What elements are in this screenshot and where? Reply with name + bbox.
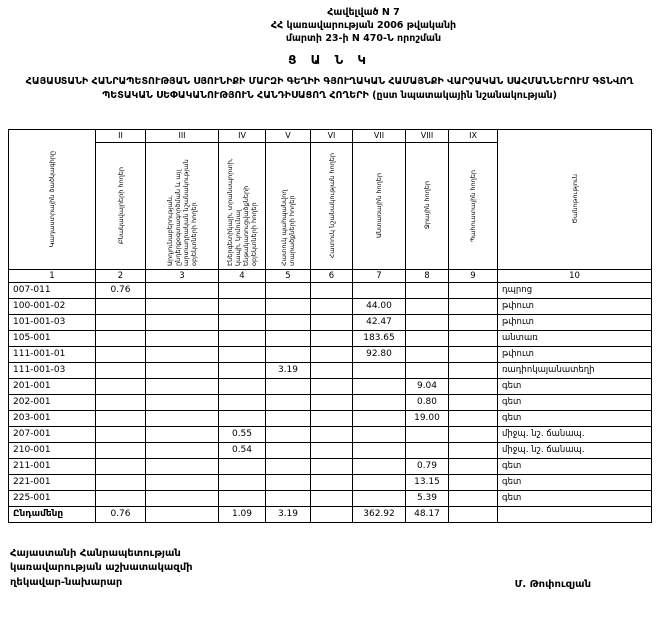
area-value-cell bbox=[311, 474, 353, 490]
area-value-cell bbox=[406, 314, 449, 330]
col-header-cadastral-code bbox=[9, 129, 96, 269]
area-value-cell bbox=[449, 458, 498, 474]
table-row bbox=[9, 330, 652, 346]
area-value-cell bbox=[219, 394, 266, 410]
area-value-cell bbox=[266, 330, 311, 346]
note-cell: միջպ. նշ. ճանապ. bbox=[498, 426, 652, 442]
note-cell: գետ bbox=[498, 394, 652, 410]
area-value-cell: 0.80 bbox=[406, 394, 449, 410]
area-value-cell bbox=[311, 282, 353, 298]
column-number: 8 bbox=[406, 269, 449, 282]
table-row bbox=[9, 474, 652, 490]
area-value-cell: 0.76 bbox=[96, 282, 146, 298]
area-value-cell bbox=[146, 362, 219, 378]
area-value-cell bbox=[266, 394, 311, 410]
area-value-cell: 42.47 bbox=[353, 314, 406, 330]
area-value-cell bbox=[266, 346, 311, 362]
signatory-line-3: ղեկավար-նախարար bbox=[10, 576, 123, 588]
footer bbox=[8, 547, 651, 591]
area-value-cell bbox=[353, 426, 406, 442]
area-value-cell bbox=[406, 282, 449, 298]
area-value-cell bbox=[146, 410, 219, 426]
total-row bbox=[9, 506, 652, 522]
col-header-reserve: Պահուստային հողեր bbox=[449, 142, 498, 269]
column-number: 7 bbox=[353, 269, 406, 282]
table-row bbox=[9, 410, 652, 426]
note-cell: թփուտ bbox=[498, 346, 652, 362]
area-value-cell bbox=[311, 394, 353, 410]
area-value-cell: 0.54 bbox=[219, 442, 266, 458]
note-cell: թփուտ bbox=[498, 314, 652, 330]
area-value-cell bbox=[266, 314, 311, 330]
roman-numeral-ii: II bbox=[96, 129, 146, 142]
area-value-cell bbox=[266, 474, 311, 490]
col-header-industrial: Արդյունաբերության, ընդերքօգտագործման և այլ արտադրական նշանակության օբյեկտների հողեր bbox=[146, 142, 219, 269]
table-row bbox=[9, 490, 652, 506]
area-value-cell: 0.76 bbox=[96, 506, 146, 522]
area-value-cell bbox=[449, 442, 498, 458]
column-number: 3 bbox=[146, 269, 219, 282]
area-value-cell bbox=[146, 426, 219, 442]
col-header-note bbox=[498, 129, 652, 269]
table-row bbox=[9, 298, 652, 314]
table-row bbox=[9, 378, 652, 394]
area-value-cell bbox=[146, 346, 219, 362]
note-cell: միջպ. նշ. ճանապ. bbox=[498, 442, 652, 458]
appendix-block bbox=[256, 6, 471, 45]
area-value-cell bbox=[219, 330, 266, 346]
cadastral-code-cell: 100-001-02 bbox=[9, 298, 96, 314]
area-value-cell bbox=[266, 378, 311, 394]
area-value-cell bbox=[96, 442, 146, 458]
area-value-cell bbox=[146, 314, 219, 330]
area-value-cell bbox=[219, 362, 266, 378]
appendix-line-2: ՀՀ կառավարության 2006 թվականի bbox=[270, 20, 457, 31]
column-number: 10 bbox=[498, 269, 652, 282]
area-value-cell bbox=[449, 426, 498, 442]
area-value-cell bbox=[96, 410, 146, 426]
col-header-water: Ջրային հողեր bbox=[406, 142, 449, 269]
land-parcels-table bbox=[8, 129, 652, 523]
cadastral-code-cell: 111-001-01 bbox=[9, 346, 96, 362]
cadastral-code-cell: 211-001 bbox=[9, 458, 96, 474]
area-value-cell bbox=[219, 282, 266, 298]
area-value-cell bbox=[311, 506, 353, 522]
table-row bbox=[9, 394, 652, 410]
area-value-cell bbox=[266, 442, 311, 458]
table-body bbox=[9, 282, 652, 522]
area-value-cell bbox=[146, 282, 219, 298]
area-value-cell bbox=[449, 346, 498, 362]
roman-numeral-iv: IV bbox=[219, 129, 266, 142]
area-value-cell bbox=[146, 458, 219, 474]
area-value-cell bbox=[96, 346, 146, 362]
area-value-cell bbox=[353, 282, 406, 298]
table-row bbox=[9, 282, 652, 298]
note-cell: անտառ bbox=[498, 330, 652, 346]
cadastral-code-cell: 201-001 bbox=[9, 378, 96, 394]
column-number: 4 bbox=[219, 269, 266, 282]
area-value-cell bbox=[219, 298, 266, 314]
table-row bbox=[9, 346, 652, 362]
area-value-cell bbox=[353, 458, 406, 474]
area-value-cell bbox=[266, 410, 311, 426]
roman-numeral-vi: VI bbox=[311, 129, 353, 142]
area-value-cell: 19.00 bbox=[406, 410, 449, 426]
area-value-cell bbox=[311, 458, 353, 474]
note-header-label: Ծանոթություն bbox=[570, 174, 579, 224]
roman-numeral-ix: IX bbox=[449, 129, 498, 142]
table-row bbox=[9, 426, 652, 442]
area-value-cell bbox=[449, 474, 498, 490]
column-number: 6 bbox=[311, 269, 353, 282]
area-value-cell bbox=[219, 410, 266, 426]
area-value-cell: 13.15 bbox=[406, 474, 449, 490]
area-value-cell bbox=[266, 458, 311, 474]
col-header-residential: Բնակավայրերի հողեր bbox=[96, 142, 146, 269]
area-value-cell bbox=[311, 346, 353, 362]
cadastral-code-cell: 007-011 bbox=[9, 282, 96, 298]
area-value-cell bbox=[96, 474, 146, 490]
area-value-cell bbox=[449, 490, 498, 506]
cadastral-code-cell: 210-001 bbox=[9, 442, 96, 458]
table-row bbox=[9, 314, 652, 330]
area-value-cell: 0.79 bbox=[406, 458, 449, 474]
signatory-line-1: Հայաստանի Հանրապետության bbox=[10, 547, 181, 559]
area-value-cell bbox=[406, 442, 449, 458]
area-value-cell bbox=[406, 426, 449, 442]
cadastral-code-cell: Ընդամենը bbox=[9, 506, 96, 522]
area-value-cell bbox=[406, 330, 449, 346]
area-value-cell bbox=[146, 506, 219, 522]
signature-name: Մ. Թոփուզյան bbox=[514, 579, 591, 591]
table-row bbox=[9, 442, 652, 458]
note-cell: գետ bbox=[498, 410, 652, 426]
area-value-cell: 44.00 bbox=[353, 298, 406, 314]
area-value-cell: 1.09 bbox=[219, 506, 266, 522]
area-value-cell bbox=[146, 378, 219, 394]
area-value-cell bbox=[146, 330, 219, 346]
area-value-cell bbox=[96, 490, 146, 506]
area-value-cell: 3.19 bbox=[266, 506, 311, 522]
area-value-cell: 362.92 bbox=[353, 506, 406, 522]
note-cell: գետ bbox=[498, 490, 652, 506]
appendix-line-3: մարտի 23-ի N 470-Ն որոշման bbox=[285, 33, 442, 44]
area-value-cell bbox=[96, 458, 146, 474]
col-header-protected-areas: Հատուկ պահպանվող տարածքների հողեր bbox=[266, 142, 311, 269]
area-value-cell bbox=[146, 394, 219, 410]
roman-numeral-iii: III bbox=[146, 129, 219, 142]
area-value-cell bbox=[266, 282, 311, 298]
area-value-cell bbox=[353, 490, 406, 506]
area-value-cell bbox=[353, 474, 406, 490]
roman-numeral-row bbox=[9, 129, 652, 142]
cadastral-code-cell: 203-001 bbox=[9, 410, 96, 426]
column-number-row bbox=[9, 269, 652, 282]
area-value-cell: 183.65 bbox=[353, 330, 406, 346]
cadastral-code-cell: 101-001-03 bbox=[9, 314, 96, 330]
area-value-cell bbox=[311, 378, 353, 394]
area-value-cell bbox=[449, 506, 498, 522]
signatory-line-2: կառավարության աշխատակազմի bbox=[10, 562, 193, 574]
area-value-cell: 9.04 bbox=[406, 378, 449, 394]
note-cell: թփուտ bbox=[498, 298, 652, 314]
area-value-cell bbox=[353, 378, 406, 394]
area-value-cell bbox=[311, 426, 353, 442]
document-title: Ց Ա Ն Կ bbox=[288, 53, 371, 67]
area-value-cell bbox=[96, 314, 146, 330]
cadastral-code-cell: 207-001 bbox=[9, 426, 96, 442]
area-value-cell bbox=[219, 378, 266, 394]
area-value-cell bbox=[406, 298, 449, 314]
area-value-cell bbox=[353, 362, 406, 378]
area-value-cell bbox=[449, 378, 498, 394]
area-value-cell bbox=[449, 410, 498, 426]
cadastral-code-cell: 111-001-03 bbox=[9, 362, 96, 378]
area-value-cell bbox=[406, 346, 449, 362]
area-value-cell bbox=[311, 490, 353, 506]
cadastral-code-cell: 202-001 bbox=[9, 394, 96, 410]
roman-numeral-vii: VII bbox=[353, 129, 406, 142]
area-value-cell bbox=[146, 490, 219, 506]
area-value-cell bbox=[353, 394, 406, 410]
table-row bbox=[9, 362, 652, 378]
area-value-cell bbox=[311, 330, 353, 346]
area-value-cell bbox=[311, 442, 353, 458]
area-value-cell bbox=[146, 442, 219, 458]
area-value-cell bbox=[96, 378, 146, 394]
area-value-cell bbox=[219, 346, 266, 362]
area-value-cell: 48.17 bbox=[406, 506, 449, 522]
area-value-cell bbox=[311, 410, 353, 426]
area-value-cell: 5.39 bbox=[406, 490, 449, 506]
note-cell: դպրոց bbox=[498, 282, 652, 298]
signatory-title-block bbox=[10, 547, 193, 591]
area-value-cell bbox=[266, 426, 311, 442]
col-header-forest: Անտառային հողեր bbox=[353, 142, 406, 269]
cadastral-code-header-label: Կադաստրային ծածկագիրը bbox=[48, 150, 56, 248]
cadastral-code-cell: 225-001 bbox=[9, 490, 96, 506]
area-value-cell bbox=[353, 410, 406, 426]
area-value-cell bbox=[266, 490, 311, 506]
roman-numeral-viii: VIII bbox=[406, 129, 449, 142]
area-value-cell bbox=[311, 298, 353, 314]
area-value-cell bbox=[449, 330, 498, 346]
column-number: 2 bbox=[96, 269, 146, 282]
area-value-cell bbox=[311, 314, 353, 330]
area-value-cell bbox=[266, 298, 311, 314]
area-value-cell bbox=[406, 362, 449, 378]
area-value-cell bbox=[449, 298, 498, 314]
area-value-cell: 92.80 bbox=[353, 346, 406, 362]
note-cell: գետ bbox=[498, 378, 652, 394]
cadastral-code-cell: 105-001 bbox=[9, 330, 96, 346]
area-value-cell bbox=[96, 362, 146, 378]
area-value-cell bbox=[96, 298, 146, 314]
area-value-cell bbox=[449, 314, 498, 330]
area-value-cell bbox=[449, 282, 498, 298]
area-value-cell bbox=[96, 426, 146, 442]
note-cell: ռադիոկայանատեղի bbox=[498, 362, 652, 378]
column-number: 5 bbox=[266, 269, 311, 282]
note-cell bbox=[498, 506, 652, 522]
area-value-cell bbox=[146, 298, 219, 314]
column-number: 9 bbox=[449, 269, 498, 282]
area-value-cell bbox=[311, 362, 353, 378]
document-subtitle: ՀԱՅԱՍՏԱՆԻ ՀԱՆՐԱՊԵՏՈՒԹՅԱՆ ՍՅՈՒՆԻՔԻ ՄԱՐԶԻ ԳԵՂԻԻ ԳՅՈՒՂԱԿԱՆ ՀԱՄԱՅՆՔԻ ՎԱՐՉԱԿԱՆ ՍԱՀՄԱՆՆԵՐՈՒՄ ԳՏՆՎՈՂ ՊԵՏԱԿԱՆ ՍԵՓԱԿԱՆՈՒԹՅՈՒՆ ՀԱՆԴԻՍԱՑՈՂ ՀՈՂԵՐԻ (ըստ նպատակային նշանակության) bbox=[25, 76, 634, 101]
cadastral-code-cell: 221-001 bbox=[9, 474, 96, 490]
col-header-energy-transport: Էներգետիկայի, տրանսպորտի, կապի, կոմունալ ենթակառուցվածքների օբյեկտների հողեր bbox=[219, 142, 266, 269]
area-value-cell bbox=[219, 490, 266, 506]
appendix-line-1: Հավելված N 7 bbox=[327, 7, 400, 18]
column-number: 1 bbox=[9, 269, 96, 282]
note-cell: գետ bbox=[498, 458, 652, 474]
area-value-cell bbox=[146, 474, 219, 490]
area-value-cell bbox=[219, 474, 266, 490]
table-row bbox=[9, 458, 652, 474]
area-value-cell: 3.19 bbox=[266, 362, 311, 378]
area-value-cell: 0.55 bbox=[219, 426, 266, 442]
note-cell: գետ bbox=[498, 474, 652, 490]
area-value-cell bbox=[219, 458, 266, 474]
area-value-cell bbox=[449, 394, 498, 410]
area-value-cell bbox=[449, 362, 498, 378]
roman-numeral-v: V bbox=[266, 129, 311, 142]
area-value-cell bbox=[96, 394, 146, 410]
area-value-cell bbox=[353, 442, 406, 458]
area-value-cell bbox=[219, 314, 266, 330]
col-header-special-purpose: Հատուկ նշանակության հողեր bbox=[311, 142, 353, 269]
area-value-cell bbox=[96, 330, 146, 346]
